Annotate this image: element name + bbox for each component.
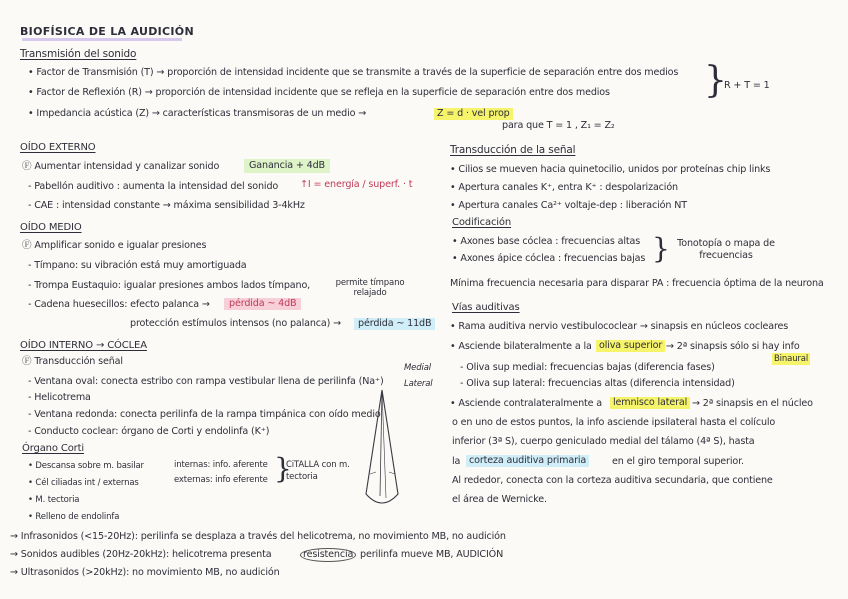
text-line: • Impedancia acústica (Z) → características transmisoras de un medio → (28, 108, 367, 119)
text-line: → Ultrasonidos (>20kHz): no movimiento MB, no audición (10, 567, 280, 578)
subheading-codificacion: Codificación (452, 217, 512, 228)
text-line: • Apertura canales Ca²⁺ voltaje-dep : liberación NT (450, 200, 687, 211)
text-line: - Trompa Eustaquio: igualar presiones ambos lados tímpano, (28, 280, 311, 291)
text-line: - Conducto coclear: órgano de Corti y endolinfa (K⁺) (28, 426, 270, 437)
text-line: → Sonidos audibles (20Hz-20kHz): helicotrema presenta (10, 549, 272, 560)
text-line: • Factor de Reflexión (R) → proporción de intensidad incidente que se refleja en la superficie de separación entre dos medios (28, 87, 610, 98)
text-line: la (452, 456, 461, 467)
section-heading-transmision: Transmisión del sonido (20, 48, 137, 60)
note-timpano: permite tímpano relajado (335, 278, 405, 298)
text-line: - Oliva sup lateral: frecuencias altas (diferencia intensidad) (460, 378, 735, 389)
text-line: • M. tectoria (28, 495, 80, 505)
formula-intensity: ↑I = energía / superf. · t (300, 179, 413, 190)
text-line: • Asciende bilateralmente a la (450, 341, 592, 352)
label-medial: Medial (404, 363, 431, 373)
brace-icon: } (274, 452, 292, 485)
highlight-perdida-4db: pérdida ~ 4dB (224, 298, 301, 310)
page-title: BIOFÍSICA DE LA AUDICIÓN (20, 25, 194, 38)
text-line: - Helicotrema (28, 392, 91, 403)
text-line: externas: info eferente (174, 475, 268, 485)
section-heading-externo: OÍDO EXTERNO (20, 142, 96, 153)
text-line: → Infrasonidos (<15-20Hz): perilinfa se desplaza a través del helicotrema, no movimiento MB, no audición (10, 531, 506, 542)
highlight-corteza-primaria: corteza auditiva primaria (466, 455, 589, 467)
text-line: o en uno de estos puntos, la info asciende ipsilateral hasta el colículo (452, 417, 776, 428)
text-line: → 2ª sinapsis en el núcleo (692, 398, 813, 409)
section-heading-medio: OÍDO MEDIO (20, 222, 82, 233)
text-line: → 2ª sinapsis sólo si hay info (666, 341, 800, 352)
subheading-corti: Órgano Corti (22, 443, 85, 454)
circled-word: resistencia (300, 548, 356, 562)
text-line: • Factor de Transmisión (T) → proporción de intensidad incidente que se transmite a través de la superficie de separación entre dos medios (28, 67, 679, 78)
text-line: Ⓕ Amplificar sonido e igualar presiones (22, 240, 207, 251)
title-underline (22, 38, 182, 41)
text-line: - Oliva sup medial: frecuencias bajas (diferencia fases) (460, 362, 715, 373)
text-line: - Ventana oval: conecta estribo con rampa vestibular llena de perilinfa (Na⁺) (28, 376, 384, 387)
text-line: Al rededor, conecta con la corteza auditiva secundaria, que contiene (452, 475, 773, 486)
highlight-oliva-superior: oliva superior (596, 340, 665, 352)
text-line: • Axones ápice cóclea : frecuencias bajas (452, 253, 646, 264)
highlight-perdida-11db: pérdida ~ 11dB (354, 318, 435, 330)
section-heading-interno: OÍDO INTERNO → CÓCLEA (20, 340, 147, 351)
text-line: • Cél ciliadas int / externas (28, 478, 139, 488)
text-line: en el giro temporal superior. (612, 456, 744, 467)
text-line: • Axones base cóclea : frecuencias altas (452, 236, 641, 247)
brace-icon: } (652, 232, 670, 265)
text-line: • Apertura canales K⁺, entra K⁺ : despolarización (450, 182, 678, 193)
text-line: para que T = 1 , Z₁ = Z₂ (502, 120, 615, 131)
text-line: - CAE : intensidad constante → máxima sensibilidad 3-4kHz (28, 200, 305, 211)
text-line: - Ventana redonda: conecta perilinfa de la rampa timpánica con oído medio (28, 409, 381, 420)
cochlea-sketch-icon (356, 386, 412, 514)
text-line: inferior (3ª S), cuerpo geniculado medial del tálamo (4ª S), hasta (452, 436, 755, 447)
label-lateral: Lateral (404, 379, 433, 389)
text-line: Ⓕ Transducción señal (22, 356, 123, 367)
formula-impedance: Z = d · vel prop (434, 108, 513, 120)
text-line: - Cadena huesecillos: efecto palanca → (28, 299, 210, 310)
brace-icon: } (704, 60, 727, 101)
text-line: protección estímulos intensos (no palanca) → (130, 318, 342, 329)
section-heading-vias: Vías auditivas (452, 302, 520, 313)
text-line: internas: info. aferente (174, 460, 268, 470)
text-line: • Cilios se mueven hacia quinetocilio, unidos por proteínas chip links (450, 164, 771, 175)
text-line: • Asciende contralateralmente a (450, 398, 603, 409)
highlight-ganancia: Ganancia + 4dB (244, 159, 330, 173)
text-line: Tonotopía o mapa de frecuencias (677, 238, 775, 261)
text-line: Ⓕ Aumentar intensidad y canalizar sonido (22, 161, 220, 172)
text-line: • Rama auditiva nervio vestibulococlear → sinapsis en núcleos cocleares (450, 321, 789, 332)
text-line: Mínima frecuencia necesaria para disparar PA : frecuencia óptima de la neurona (450, 278, 824, 289)
text-line: - Pabellón auditivo : aumenta la intensidad del sonido (28, 181, 279, 192)
text-line: perilinfa mueve MB, AUDICIÓN (360, 549, 504, 560)
text-line: • Descansa sobre m. basilar (28, 461, 144, 471)
section-heading-transduccion: Transducción de la señal (450, 144, 576, 156)
highlight-binaural: Binaural (774, 354, 809, 364)
text-line: el área de Wernicke. (452, 494, 547, 505)
highlight-lemnisco-lateral: lemnisco lateral (610, 397, 690, 409)
text-line: • Relleno de endolinfa (28, 512, 120, 522)
formula-rt: R + T = 1 (724, 80, 770, 91)
text-line: CiTALLA con m. tectoria (286, 460, 350, 482)
text-line: - Tímpano: su vibración está muy amortiguada (28, 260, 247, 271)
